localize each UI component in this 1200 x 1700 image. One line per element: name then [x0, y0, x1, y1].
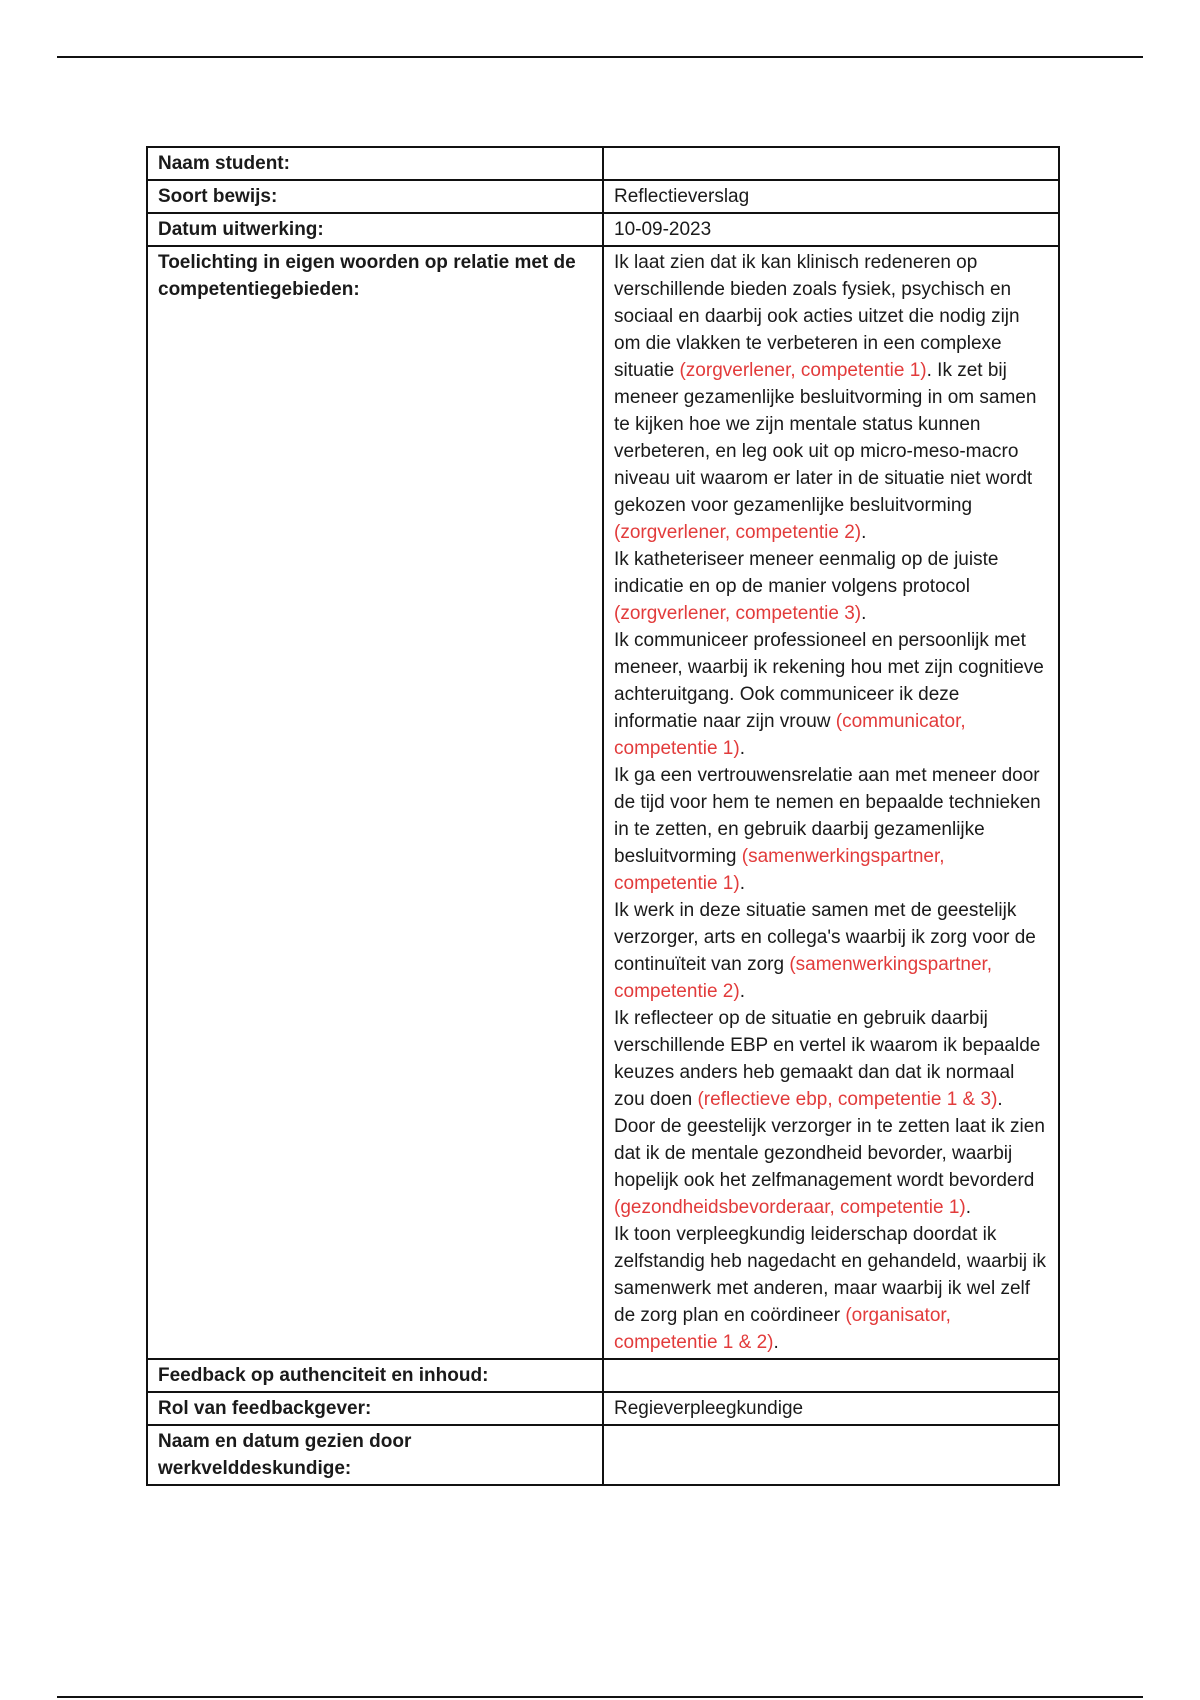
competence-reference: (samenwerkingspartner, competentie 2) [614, 954, 993, 1002]
value-feedback[interactable] [603, 1359, 1059, 1392]
paragraph-text: Ik toon verpleegkundig leiderschap doordat ik zelfstandig heb nagedacht en gehandeld, waarbij ik samenwerk met anderen, maar waarbij ik wel zelf de zorg plan en coördineer [614, 1224, 1047, 1326]
toelichting-paragraph-4 [614, 762, 1048, 897]
label-toelichting: Toelichting in eigen woorden op relatie met de competentiegebieden: [147, 246, 603, 1359]
competence-reference: (organisator, competentie 1 & 2) [614, 1305, 951, 1353]
toelichting-paragraph-7 [614, 1113, 1048, 1221]
competence-reference: (samenwerkingspartner, competentie 1) [614, 846, 945, 894]
label-naam-datum-gezien: Naam en datum gezien door werkvelddeskundige: [147, 1425, 603, 1485]
competence-reference: (reflectieve ebp, competentie 1 & 3) [697, 1089, 998, 1110]
competence-reference: (zorgverlener, competentie 1) [679, 360, 927, 381]
paragraph-text: . [739, 738, 745, 759]
label-rol-feedbackgever: Rol van feedbackgever: [147, 1392, 603, 1425]
toelichting-paragraph-3 [614, 627, 1048, 762]
paragraph-text: Ik laat zien dat ik kan klinisch redeneren op verschillende bieden zoals fysiek, psychisch en sociaal en daarbij ook acties uitzet die nodig zijn om die vlakken te verbeteren in een complexe situatie [614, 252, 1020, 381]
paragraph-text: . Ik zet bij meneer gezamenlijke besluitvorming in om samen te kijken hoe we zijn mentale status kunnen verbeteren, en leg ook uit op micro-meso-macro niveau uit waarom er later in de situatie niet wordt gekozen voor gezamenlijke besluitvorming [614, 360, 1037, 516]
value-soort-bewijs[interactable]: Reflectieverslag [603, 180, 1059, 213]
paragraph-text: Ik ga een vertrouwensrelatie aan met meneer door de tijd voor hem te nemen en bepaalde technieken in te zetten, en gebruik daarbij gezamenlijke besluitvorming [614, 765, 1041, 867]
paragraph-text: Ik werk in deze situatie samen met de geestelijk verzorger, arts en collega's waarbij ik zorg voor de continuïteit van zorg [614, 900, 1036, 975]
paragraph-text: . [773, 1332, 779, 1353]
value-naam-datum-gezien[interactable] [603, 1425, 1059, 1485]
paragraph-text: Ik reflecteer op de situatie en gebruik daarbij verschillende EBP en vertel ik waarom ik bepaalde keuzes anders heb gemaakt dan dat ik normaal zou doen [614, 1008, 1041, 1110]
toelichting-paragraph-8 [614, 1221, 1048, 1356]
toelichting-paragraph-1 [614, 249, 1048, 546]
paragraph-text: Ik communiceer professioneel en persoonlijk met meneer, waarbij ik rekening hou met zijn cognitieve achteruitgang. Ook communiceer ik deze informatie naar zijn vrouw [614, 630, 1044, 732]
paragraph-text: . [739, 981, 745, 1002]
toelichting-paragraph-2 [614, 546, 1048, 627]
paragraph-text: Door de geestelijk verzorger in te zetten laat ik zien dat ik de mentale gezondheid bevorder, waarbij hopelijk ook het zelfmanagement wordt bevorderd [614, 1116, 1045, 1191]
toelichting-paragraph-5 [614, 897, 1048, 1005]
row-toelichting [147, 246, 1059, 1359]
row-naam-datum-gezien [147, 1425, 1059, 1485]
row-soort-bewijs [147, 180, 1059, 213]
paragraph-text: . [965, 1197, 972, 1218]
paragraph-text: . [861, 603, 867, 624]
footer-rule [57, 1696, 1143, 1698]
competence-reference: (zorgverlener, competentie 2) [614, 522, 862, 543]
competence-reference: (zorgverlener, competentie 3) [614, 603, 862, 624]
paragraph-text: . [739, 873, 745, 894]
value-rol-feedbackgever[interactable]: Regieverpleegkundige [603, 1392, 1059, 1425]
label-naam-student: Naam student: [147, 147, 603, 180]
competence-reference: (communicator, competentie 1) [614, 711, 966, 759]
row-feedback [147, 1359, 1059, 1392]
header-rule [57, 56, 1143, 58]
row-naam-student [147, 147, 1059, 180]
value-naam-student[interactable] [603, 147, 1059, 180]
value-datum-uitwerking[interactable]: 10-09-2023 [603, 213, 1059, 246]
evidence-form-table [146, 146, 1060, 1486]
value-toelichting[interactable] [603, 246, 1059, 1359]
row-rol-feedbackgever [147, 1392, 1059, 1425]
paragraph-text: . [861, 522, 867, 543]
toelichting-paragraph-6 [614, 1005, 1048, 1113]
competence-reference: (gezondheidsbevorderaar, competentie 1) [614, 1197, 966, 1218]
label-feedback: Feedback op authenciteit en inhoud: [147, 1359, 603, 1392]
paragraph-text: . [997, 1089, 1003, 1110]
label-soort-bewijs: Soort bewijs: [147, 180, 603, 213]
label-datum-uitwerking: Datum uitwerking: [147, 213, 603, 246]
row-datum-uitwerking [147, 213, 1059, 246]
paragraph-text: Ik katheteriseer meneer eenmalig op de juiste indicatie en op de manier volgens protocol [614, 549, 999, 597]
